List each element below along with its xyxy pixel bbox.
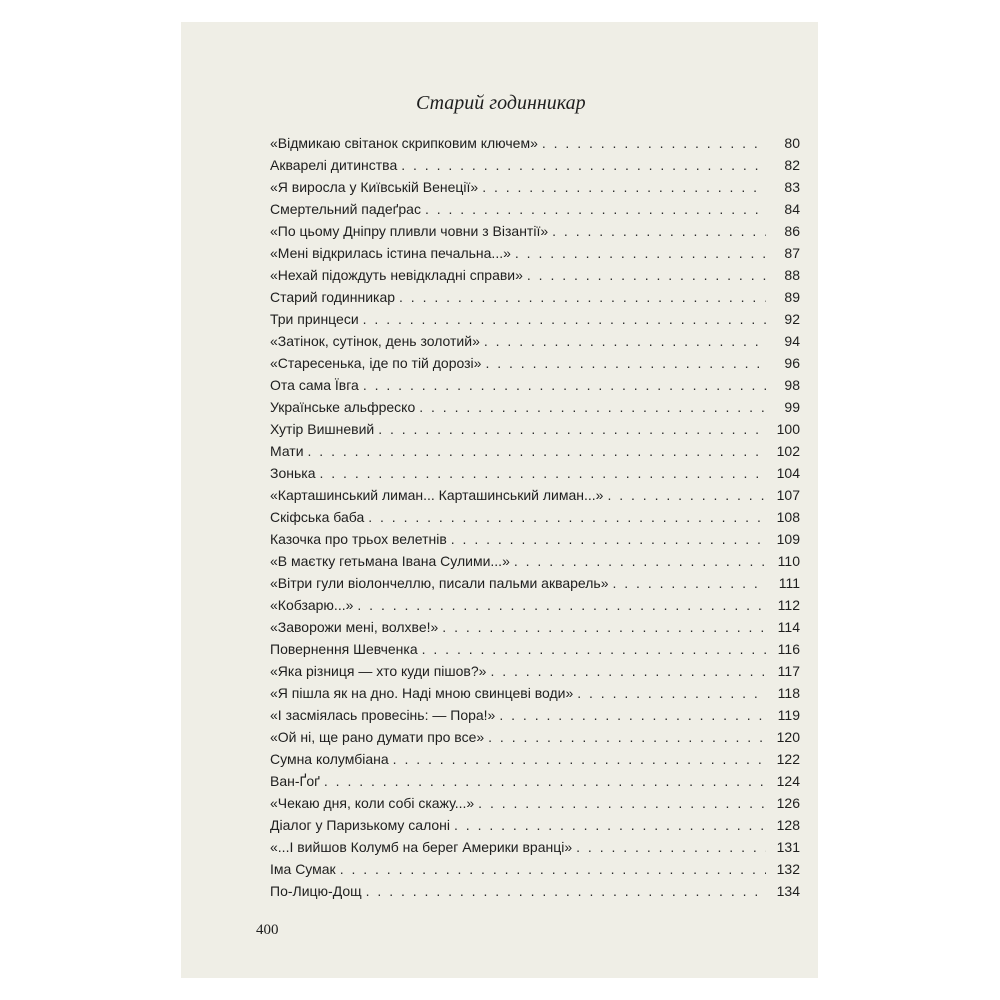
toc-entry-page: 117 (777, 663, 800, 679)
toc-entry-title: «Затінок, сутінок, день золотий» (270, 333, 480, 349)
toc-entry-page: 104 (776, 465, 800, 481)
toc-entry-page: 102 (776, 443, 800, 459)
dot-leader (527, 267, 766, 283)
toc-entry (270, 707, 800, 729)
toc-entry-page: 134 (776, 883, 800, 899)
toc-entry-title: Казочка про трьох велетнів (270, 531, 447, 547)
toc-entry (270, 861, 800, 883)
dot-leader (552, 223, 766, 239)
dot-leader (363, 377, 766, 393)
toc-entry-title: «...І вийшов Колумб на берег Америки вранці» (270, 839, 573, 855)
toc-entry-title: Іма Сумак (270, 861, 336, 877)
dot-leader (340, 861, 766, 877)
bleed-through-text (766, 92, 818, 132)
toc-entry (270, 773, 800, 795)
toc-entry-page: 98 (784, 377, 800, 393)
toc-entry (270, 619, 800, 641)
toc-entry-title: «Кобзарю...» (270, 597, 354, 613)
dot-leader (607, 487, 766, 503)
dot-leader (422, 641, 766, 657)
toc-entry-page: 120 (776, 729, 800, 745)
toc-entry (270, 135, 800, 157)
toc-entry-page: 124 (776, 773, 800, 789)
dot-leader (490, 663, 766, 679)
dot-leader (482, 179, 766, 195)
toc-entry-title: «Чекаю дня, коли собі скажу...» (270, 795, 475, 811)
toc-entry-page: 116 (777, 641, 800, 657)
toc-entry-page: 131 (776, 839, 800, 855)
toc-entry (270, 311, 800, 333)
dot-leader (357, 597, 766, 613)
toc-entry (270, 157, 800, 179)
toc-entry-title: Українське альфреско (270, 399, 416, 415)
toc-entry-title: «Нехай підождуть невідкладні справи» (270, 267, 523, 283)
toc-entry (270, 201, 800, 223)
toc-entry-page: 100 (776, 421, 800, 437)
dot-leader (368, 509, 766, 525)
toc-entry (270, 355, 800, 377)
toc-entry-title: «Заворожи мені, волхве!» (270, 619, 439, 635)
toc-entry-title: «Ой ні, ще рано думати про все» (270, 729, 485, 745)
toc-entry-page: 119 (777, 707, 800, 723)
dot-leader (484, 333, 766, 349)
toc-entry-title: Три принцеси (270, 311, 359, 327)
toc-entry-page: 107 (776, 487, 800, 503)
toc-entry-title: «Я пішла як на дно. Наді мною свинцеві води» (270, 685, 574, 701)
toc-entry-title: Старий годинникар (270, 289, 396, 305)
toc-entry-title: «Я виросла у Київській Венеції» (270, 179, 479, 195)
dot-leader (454, 817, 766, 833)
dot-leader (393, 751, 766, 767)
toc-entry-page: 122 (776, 751, 800, 767)
dot-leader (320, 465, 767, 481)
toc-entry (270, 729, 800, 751)
dot-leader (419, 399, 766, 415)
toc-entry-title: Діалог у Паризькому салоні (270, 817, 451, 833)
dot-leader (324, 773, 766, 789)
toc-entry-title: Повернення Шевченка (270, 641, 418, 657)
toc-entry-page: 96 (784, 355, 800, 371)
toc-entry-title: «І засміялась провесінь: — Пора!» (270, 707, 496, 723)
toc-entry-page: 84 (784, 201, 800, 217)
toc-entry-page: 118 (777, 685, 800, 701)
dot-leader (542, 135, 766, 151)
toc-entry-page: 83 (784, 179, 800, 195)
toc-entry-page: 88 (784, 267, 800, 283)
toc-entry (270, 487, 800, 509)
toc-entry-page: 89 (784, 289, 800, 305)
dot-leader (576, 839, 766, 855)
book-page (181, 22, 818, 978)
toc-entry (270, 443, 800, 465)
toc-entry-page: 132 (776, 861, 800, 877)
dot-leader (425, 201, 766, 217)
toc-entry-page: 112 (777, 597, 800, 613)
toc-entry-page: 80 (784, 135, 800, 151)
toc-entry (270, 597, 800, 619)
toc-entry-title: По-Лицю-Дощ (270, 883, 362, 899)
dot-leader (488, 729, 766, 745)
toc-entry (270, 377, 800, 399)
dot-leader (514, 553, 766, 569)
page-number: 400 (256, 922, 279, 938)
toc-entry (270, 179, 800, 201)
table-of-contents (270, 135, 800, 905)
toc-entry-title: Ван-Ґоґ (270, 773, 320, 789)
toc-entry (270, 553, 800, 575)
toc-entry-title: «Мені відкрилась істина печальна...» (270, 245, 511, 261)
toc-entry-page: 87 (784, 245, 800, 261)
toc-entry-page: 82 (784, 157, 800, 173)
toc-entry-page: 128 (776, 817, 800, 833)
toc-entry-title: «Яка різниця — хто куди пішов?» (270, 663, 487, 679)
toc-entry (270, 839, 800, 861)
toc-entry (270, 795, 800, 817)
toc-entry-page: 126 (776, 795, 800, 811)
toc-entry-title: «По цьому Дніпру пливли човни з Візантії» (270, 223, 549, 239)
toc-entry (270, 333, 800, 355)
toc-entry-title: Мати (270, 443, 304, 459)
toc-entry-title: Акварелі дитинства (270, 157, 398, 173)
toc-entry (270, 289, 800, 311)
toc-entry-title: «Старесенька, іде по тій дорозі» (270, 355, 482, 371)
toc-entry-title: «В маєтку гетьмана Івана Сулими...» (270, 553, 510, 569)
toc-entry-page: 92 (784, 311, 800, 327)
dot-leader (363, 311, 766, 327)
toc-entry-page: 114 (777, 619, 800, 635)
toc-entry (270, 751, 800, 773)
toc-entry-page: 99 (784, 399, 800, 415)
toc-entry-title: Ота сама Ївга (270, 377, 359, 393)
dot-leader (613, 575, 767, 591)
toc-entry (270, 685, 800, 707)
dot-leader (399, 289, 766, 305)
toc-entry-title: Скіфська баба (270, 509, 365, 525)
dot-leader (366, 883, 766, 899)
toc-entry-page: 86 (784, 223, 800, 239)
toc-entry (270, 531, 800, 553)
toc-entry (270, 267, 800, 289)
toc-entry-title: Хутір Вишневий (270, 421, 375, 437)
dot-leader (378, 421, 766, 437)
toc-entry-page: 110 (777, 553, 800, 569)
dot-leader (442, 619, 766, 635)
toc-entry-page: 108 (776, 509, 800, 525)
dot-leader (308, 443, 766, 459)
toc-entry (270, 421, 800, 443)
toc-entry-title: «Карташинський лиман... Карташинський лиман...» (270, 487, 604, 503)
toc-entry (270, 465, 800, 487)
toc-entry (270, 399, 800, 421)
toc-entry (270, 575, 800, 597)
dot-leader (577, 685, 766, 701)
toc-entry (270, 509, 800, 531)
toc-entry-title: «Вітри гули віолончеллю, писали пальми акварель» (270, 575, 609, 591)
toc-entry (270, 641, 800, 663)
toc-entry-title: «Відмикаю світанок скрипковим ключем» (270, 135, 538, 151)
dot-leader (485, 355, 766, 371)
dot-leader (478, 795, 766, 811)
toc-entry (270, 817, 800, 839)
dot-leader (515, 245, 766, 261)
toc-entry-page: 94 (784, 333, 800, 349)
dot-leader (451, 531, 766, 547)
toc-entry (270, 663, 800, 685)
dot-leader (401, 157, 766, 173)
toc-entry-title: Сумна колумбіана (270, 751, 389, 767)
toc-entry-title: Зонька (270, 465, 316, 481)
toc-entry-title: Смертельний падеґрас (270, 201, 421, 217)
dot-leader (499, 707, 766, 723)
section-title: Старий годинникар (416, 92, 586, 114)
toc-entry-page: 111 (778, 575, 800, 591)
toc-entry-page: 109 (776, 531, 800, 547)
toc-entry (270, 245, 800, 267)
toc-entry (270, 223, 800, 245)
toc-entry (270, 883, 800, 905)
